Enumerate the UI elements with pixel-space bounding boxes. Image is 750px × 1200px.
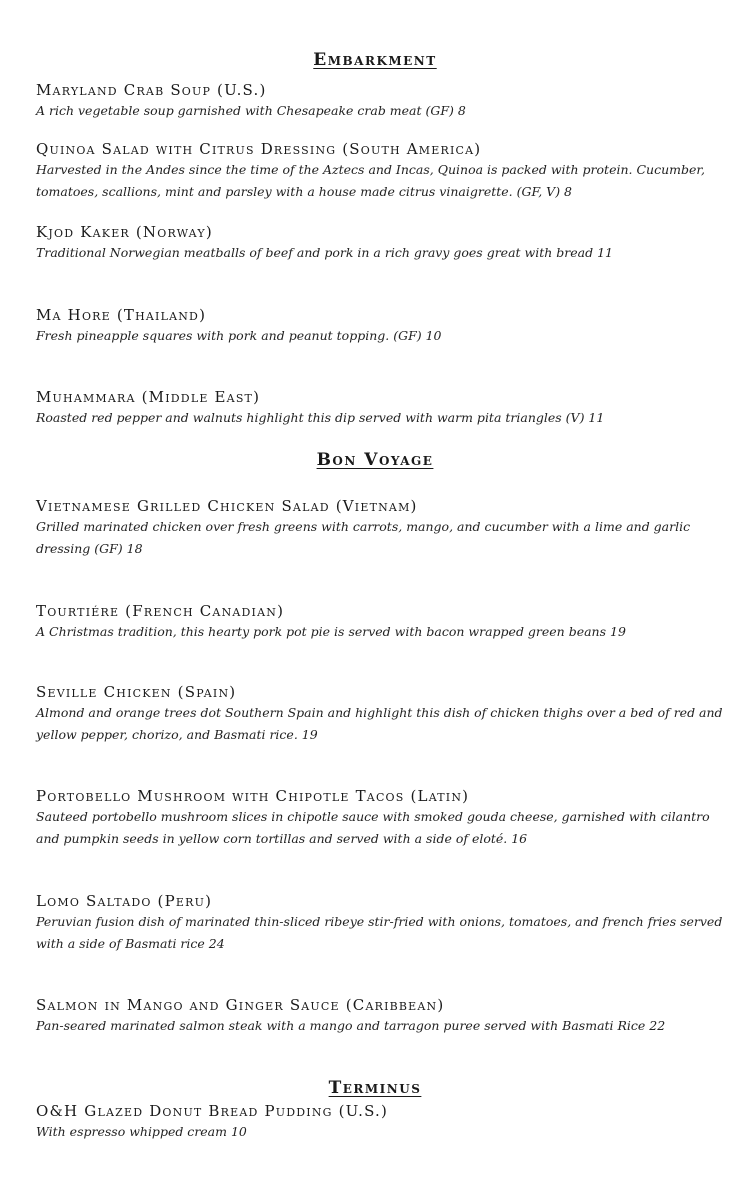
item-name: Maryland Crab Soup (U.S.) <box>36 81 267 99</box>
item-name: Portobello Mushroom with Chipotle Tacos (Latin) <box>36 787 470 805</box>
item-description: Peruvian fusion dish of marinated thin-sliced ribeye stir-fried with onions, tomatoes, and french fries served with a side of Basmati rice 24 <box>36 914 723 951</box>
item-name: O&H Glazed Donut Bread Pudding (U.S.) <box>36 1102 389 1120</box>
item-description: Almond and orange trees dot Southern Spain and highlight this dish of chicken thighs over a bed of red and yellow pepper, chorizo, and Basmati rice. 19 <box>36 705 723 742</box>
item-description: Traditional Norwegian meatballs of beef and pork in a rich gravy goes great with bread 11 <box>36 245 613 260</box>
menu-item <box>36 496 726 560</box>
item-name: Lomo Saltado (Peru) <box>36 892 213 910</box>
item-name: Quinoa Salad with Citrus Dressing (South America) <box>36 140 482 158</box>
item-name: Tourtiére (French Canadian) <box>36 602 285 620</box>
item-name: Kjod Kaker (Norway) <box>36 223 213 241</box>
item-name: Salmon in Mango and Ginger Sauce (Caribbean) <box>36 996 445 1014</box>
item-name: Vietnamese Grilled Chicken Salad (Vietnam) <box>36 497 418 515</box>
item-description: Fresh pineapple squares with pork and peanut topping. (GF) 10 <box>36 328 442 343</box>
menu-item <box>36 601 726 643</box>
menu-item <box>36 995 726 1037</box>
section-title-terminus: Terminus <box>328 1078 422 1098</box>
menu-item <box>36 305 726 347</box>
menu-item <box>36 387 726 429</box>
menu-item <box>36 1101 726 1143</box>
menu-item <box>36 222 726 264</box>
item-description: Sauteed portobello mushroom slices in chipotle sauce with smoked gouda cheese, garnished with cilantro and pumpkin seeds in yellow corn tortillas and served with a side of eloté. 16 <box>36 809 710 846</box>
section-title-bon-voyage: Bon Voyage <box>316 450 434 470</box>
menu-item <box>36 786 726 850</box>
item-description: Harvested in the Andes since the time of the Aztecs and Incas, Quinoa is packed with protein. Cucumber, tomatoes, scallions, mint and parsley with a house made citrus vinaigrette. (GF, V) 8 <box>36 162 705 199</box>
menu-item <box>36 139 726 203</box>
item-description: With espresso whipped cream 10 <box>36 1124 247 1139</box>
menu-item <box>36 682 726 746</box>
menu-item <box>36 80 726 122</box>
item-description: Grilled marinated chicken over fresh greens with carrots, mango, and cucumber with a lime and garlic dressing (GF) 18 <box>36 519 691 556</box>
item-description: Roasted red pepper and walnuts highlight this dip served with warm pita triangles (V) 11 <box>36 410 605 425</box>
section-title-embarkment: Embarkment <box>313 50 437 70</box>
menu-item <box>36 891 726 955</box>
item-description: A Christmas tradition, this hearty pork pot pie is served with bacon wrapped green beans 19 <box>36 624 626 639</box>
item-name: Ma Hore (Thailand) <box>36 306 207 324</box>
item-name: Seville Chicken (Spain) <box>36 683 237 701</box>
item-description: Pan-seared marinated salmon steak with a mango and tarragon puree served with Basmati Rice 22 <box>36 1018 666 1033</box>
item-name: Muhammara (Middle East) <box>36 388 261 406</box>
item-description: A rich vegetable soup garnished with Chesapeake crab meat (GF) 8 <box>36 103 466 118</box>
